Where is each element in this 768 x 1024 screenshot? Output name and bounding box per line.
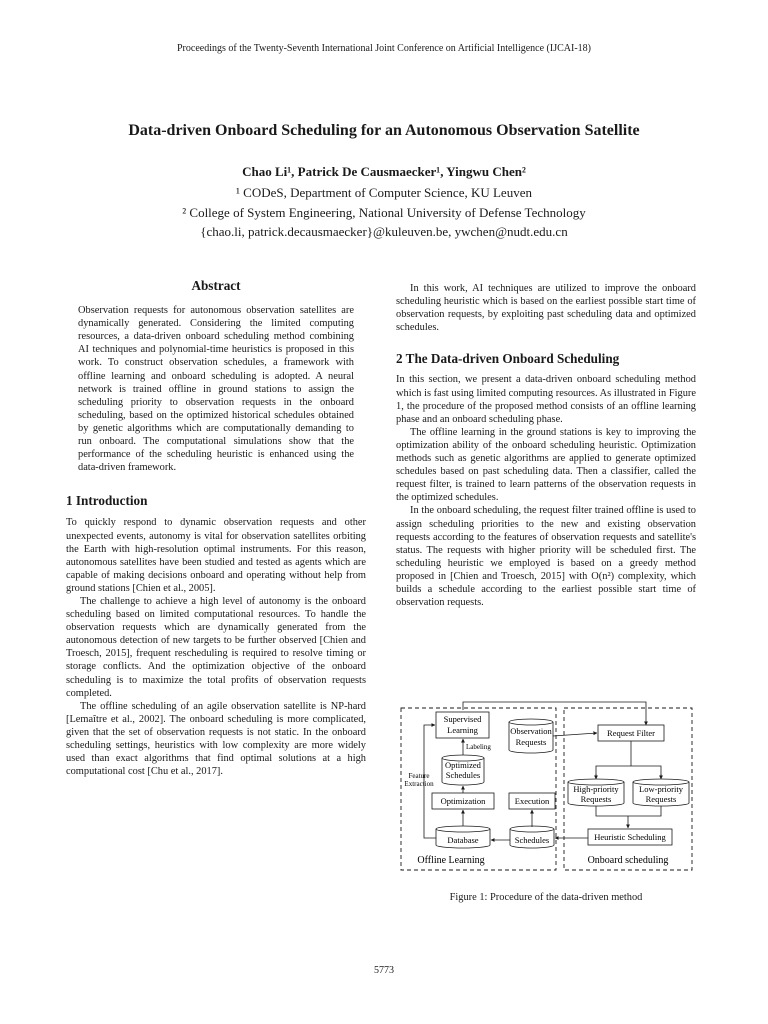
section2-paragraph-2: The offline learning in the ground stations is key to improving the optimization ability of the onboard scheduling heuristic. Optimization methods such as genetic algorithms are applied to generate optimized schedules based on past scheduling data. Then a classifier, called the request filter, is trained to learn patterns of the observation requests in the optimized schedules. xyxy=(396,426,696,504)
schedules-db xyxy=(510,826,554,848)
heuristic-scheduling-label: Heuristic Scheduling xyxy=(594,832,666,842)
optimization-label: Optimization xyxy=(440,796,486,806)
offline-learning-label: Offline Learning xyxy=(417,855,485,866)
observation-requests-db xyxy=(509,719,553,753)
author-emails: {chao.li, patrick.decausmaecker}@kuleuven.be, ywchen@nudt.edu.cn xyxy=(200,224,568,239)
right-intro-paragraph: In this work, AI techniques are utilized to improve the onboard scheduling heuristic which is based on the earliest possible start time of observation requests, by exploiting past scheduling data and optimized schedules. xyxy=(396,283,696,334)
intro-paragraph-3: The offline scheduling of an agile observation satellite is NP-hard [Lemaître et al., 2002]. The onboard scheduling is more complicated, given that the set of observation requests is not static. In the onboard scheduling settings, heuristics with low complexity are more widely used than exact algorithms that find optimal solutions at a high computational cost [Chu et al., 2017]. xyxy=(66,700,366,778)
proceedings-header: Proceedings of the Twenty-Seventh International Joint Conference on Artificial Intelligence (IJCAI-18) xyxy=(177,43,591,54)
feature-extraction-label: Feature xyxy=(408,772,430,780)
figure-1-caption: Figure 1: Procedure of the data-driven method xyxy=(449,892,643,903)
request-filter-label: Request Filter xyxy=(607,728,655,738)
feature-extraction-label-2: Extraction xyxy=(404,780,434,788)
supervised-learning-label: Supervised xyxy=(443,714,482,724)
intro-heading: 1 Introduction xyxy=(66,493,148,509)
abstract-text: Observation requests for autonomous observation satellites are dynamically generated. Considering the limited computing resources, a data-driven onboard scheduling method combining AI techniques and polynomial-time heuristics is proposed in this work. To construct observation schedules, a framework with offline learning and onboard scheduling is adopted. A neural network is trained offline in ground stations to assign the scheduling priority to observation requests in the onboard scheduling, based on the optimized historical schedules obtained by genetic algorithms which are computationally demanding to run onboard. The computational simulations show that the performance of the scheduling heuristic is enhanced using the data-driven framework. xyxy=(78,305,354,474)
svg-text:Requests: Requests xyxy=(515,737,547,747)
svg-text:Optimized: Optimized xyxy=(445,760,481,770)
database-db xyxy=(436,826,490,848)
supervised-learning-label-2: Learning xyxy=(447,725,478,735)
optimized-schedules-db xyxy=(442,755,484,785)
left-column xyxy=(66,279,366,778)
figure-1-diagram xyxy=(398,700,698,875)
affiliation-2: ² College of System Engineering, National University of Defense Technology xyxy=(182,205,586,220)
section2-paragraph-3: In the onboard scheduling, the request filter trained offline is used to assign scheduling priorities to the new and existing observation requests according to the features of observation requests and satellite's status. The requests with higher priority will be scheduled first. The scheduling heuristic we employed is based on a greedy method proposed in [Chien and Troesch, 2015] with O(n²) complexity, which builds a schedule according to the earliest possible start time of observation requests. xyxy=(396,505,696,609)
svg-text:Schedules: Schedules xyxy=(514,835,550,845)
page-number: 5773 xyxy=(374,965,394,976)
author-list: Chao Li¹, Patrick De Causmaecker¹, Yingwu Chen² xyxy=(242,164,526,179)
svg-text:Database: Database xyxy=(447,835,479,845)
section2-paragraph-1: In this section, we present a data-driven onboard scheduling method which is fast using limited computing resources. As illustrated in Figure 1, the procedure of the proposed method consists of an offline learning phase and an onboard scheduling phase. xyxy=(396,374,696,425)
svg-text:Schedules: Schedules xyxy=(445,770,481,780)
affiliation-1: ¹ CODeS, Department of Computer Science, KU Leuven xyxy=(236,185,532,200)
abstract-heading: Abstract xyxy=(191,278,241,293)
onboard-scheduling-label: Onboard scheduling xyxy=(587,855,669,866)
intro-paragraph-2: The challenge to achieve a high level of autonomy is the onboard scheduling based on limited computational resources. To handle the observation requests which are dynamically generated from the autonomous detection of new targets to be further observed [Chien and Troesch, 2015], frequent rescheduling is required to resolve timing or storage conflicts. And the optimization objective of the onboard scheduling is to maximize the total profits of observation requests completed. xyxy=(66,595,366,699)
high-priority-requests-db xyxy=(568,779,624,806)
execution-label: Execution xyxy=(514,796,550,806)
low-priority-requests-db xyxy=(633,779,689,806)
svg-text:Low-priority: Low-priority xyxy=(639,784,683,794)
paper-title: Data-driven Onboard Scheduling for an Autonomous Observation Satellite xyxy=(128,122,640,139)
svg-text:Requests: Requests xyxy=(645,794,677,804)
svg-text:Observation: Observation xyxy=(510,726,552,736)
svg-text:High-priority: High-priority xyxy=(573,784,619,794)
section2-heading: 2 The Data-driven Onboard Scheduling xyxy=(396,351,620,367)
right-column xyxy=(396,282,696,609)
svg-text:Requests: Requests xyxy=(580,794,612,804)
intro-paragraph-1: To quickly respond to dynamic observation requests and other unexpected events, autonomy is vital for observation satellites orbiting the Earth with high-resolution optimal instruments. For this reason, autonomous satellites have been studied and tested as agents which are capable of making decisions onboard and operating without help from ground stations [Chien et al., 2005]. xyxy=(66,517,366,594)
labeling-label: Labeling xyxy=(466,743,491,751)
